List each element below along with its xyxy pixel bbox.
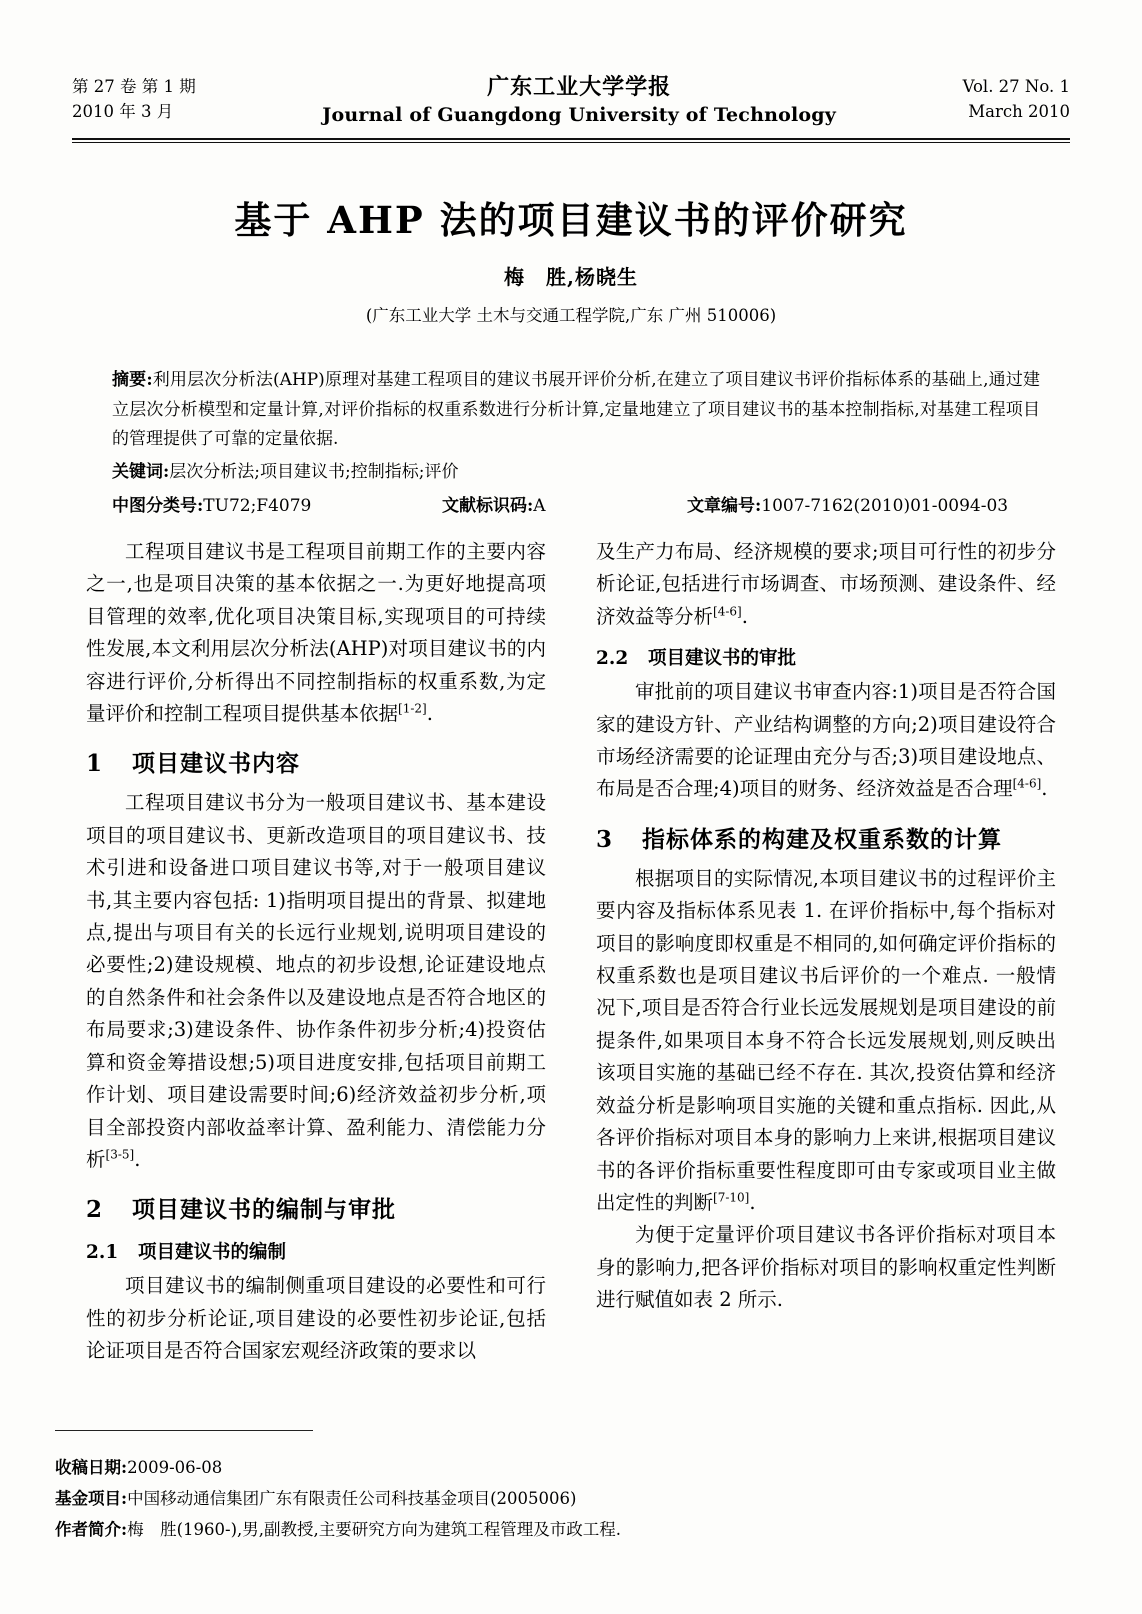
journal-title-cn: 广东工业大学学报 (487, 74, 672, 100)
running-head-center (196, 74, 963, 129)
section-3-period: . (749, 1190, 756, 1214)
continued-period: . (741, 604, 748, 628)
intro-period: . (426, 702, 433, 726)
section-2-2-heading (596, 643, 1056, 674)
header-rule (72, 138, 1070, 143)
section-1-number: 1 (86, 750, 104, 778)
received-date-line (55, 1452, 1055, 1483)
section-3-title: 指标体系的构建及权重系数的计算 (642, 825, 1002, 853)
section-2-1-title: 项目建议书的编制 (138, 1242, 287, 1264)
footnote-rule (55, 1430, 313, 1431)
section-3-heading (596, 823, 1056, 857)
citation-marker: [3-5] (105, 1147, 135, 1162)
abstract-paragraph (112, 366, 1040, 455)
continued-text: 及生产力布局、经济规模的要求;项目可行性的初步分析论证,包括进行市场调查、市场预测、建设条件、经济效益等分析 (596, 540, 1056, 628)
document-code-label: 文献标识码: (442, 496, 534, 516)
funding-line (55, 1483, 1055, 1514)
volume-issue: 第 27 卷 第 1 期 (72, 77, 196, 96)
keywords-line (112, 458, 1040, 488)
section-2-2-title: 项目建议书的审批 (648, 648, 797, 670)
section-2-number: 2 (86, 1196, 104, 1224)
right-column (596, 536, 1056, 1317)
section-1-paragraph (86, 787, 546, 1176)
clc-value: TU72;F4079 (203, 496, 312, 516)
author-bio-line (55, 1514, 1055, 1545)
document-code-field (442, 492, 687, 522)
section-2-1-heading (86, 1237, 546, 1268)
section-1-period: . (134, 1147, 141, 1171)
section-1-text: 工程项目建议书分为一般项目建议书、基本建设项目的项目建议书、更新改造项目的项目建议书、技术引进和设备进口项目建议书等,对于一般项目建议书,其主要内容包括: 1)指明项目提出的背景、拟建地点,提出与项目有关的长远行业规划,说明项目建设的必要性;2)建设规模、地点的初步设想,论证建设地点的自然条件和社会条件以及建设地点是否符合地区的布局要求;3)建设条件、协作条件初步分析;4)投资估算和资金筹措设想;5)项目进度安排,包括项目前期工作计划、项目建设需要时间;6)经济效益初步分析,项目全部投资内部收益率计算、盈利能力、清偿能力分析 (86, 791, 546, 1171)
classification-line (112, 492, 1040, 522)
author-bio-label: 作者简介: (55, 1520, 128, 1539)
continued-paragraph (596, 536, 1056, 633)
keywords-label: 关键词: (112, 461, 170, 482)
body-columns (86, 536, 1056, 1376)
running-head-right (963, 74, 1070, 124)
article-id-field (687, 492, 1040, 522)
keywords-text: 层次分析法;项目建议书;控制指标;评价 (169, 461, 459, 482)
abstract-label: 摘要: (112, 370, 153, 390)
section-2-heading (86, 1193, 546, 1227)
running-head-left (72, 74, 196, 124)
journal-title-en: Journal of Guangdong University of Technology (322, 104, 836, 126)
intro-text: 工程项目建议书是工程项目前期工作的主要内容之一,也是项目决策的基本依据之一.为更好地提高项目管理的效率,优化项目决策目标,实现项目的可持续性发展,本文利用层次分析法(AHP)对项目建议书的内容进行评价,分析得出不同控制指标的权重系数,为定量评价和控制工程项目提供基本依据 (86, 540, 546, 726)
article-title: 基于 AHP 法的项目建议书的评价研究 (234, 198, 908, 242)
section-2-2-number: 2.2 (596, 648, 629, 670)
clc-label: 中图分类号: (112, 496, 204, 516)
section-2-1-paragraph: 项目建议书的编制侧重项目建设的必要性和可行性的初步分析论证,项目建设的必要性初步论证,包括论证项目是否符合国家宏观经济政策的要求以 (86, 1274, 546, 1363)
section-3-paragraph (596, 863, 1056, 1219)
section-3-number: 3 (596, 825, 614, 853)
section-2-2-paragraph (596, 676, 1056, 806)
citation-marker: [1-2] (398, 701, 427, 716)
section-2-title: 项目建议书的编制与审批 (132, 1196, 396, 1224)
intro-paragraph (86, 536, 546, 730)
article-id-label: 文章编号: (687, 496, 762, 516)
article-id-value: 1007-7162(2010)01-0094-03 (761, 496, 1009, 516)
clc-field (112, 492, 442, 522)
running-head (72, 74, 1070, 136)
author-list: 梅 胜,杨晓生 (504, 265, 638, 289)
issue-date-cn: 2010 年 3 月 (72, 102, 174, 121)
section-3-text: 根据项目的实际情况,本项目建议书的过程评价主要内容及指标体系见表 1. 在评价指标中,每个指标对项目的影响度即权重是不相同的,如何确定评价指标的权重系数也是项目建议书后评价的一个难点. 一般情况下,项目是否符合行业长远发展规划是项目建设的前提条件,如果项目本身不符合长远发展规划,则反映出该项目实施的基础已经不存在. 其次,投资估算和经济效益分析是影响项目实施的关键和重点指标. 因此,从各评价指标对项目本身的影响力上来讲,根据项目建议书的各评价指标重要性程度即可由专家或项目业主做出定性的判断 (596, 866, 1056, 1214)
received-date-value: 2009-06-08 (127, 1458, 223, 1477)
citation-marker: [7-10] (713, 1190, 750, 1205)
funding-value: 中国移动通信集团广东有限责任公司科技基金项目(2005006) (127, 1489, 577, 1508)
funding-label: 基金项目: (55, 1489, 128, 1508)
volume-issue-en: Vol. 27 No. 1 (962, 77, 1070, 96)
section-2-2-text: 审批前的项目建议书审查内容:1)项目是否符合国家的建设方针、产业结构调整的方向;2)项目建设符合市场经济需要的论证理由充分与否;3)项目建设地点、布局是否合理;4)项目的财务、经济效益是否合理 (596, 680, 1056, 801)
citation-marker: [4-6] (713, 604, 742, 619)
section-2-2-period: . (1041, 777, 1048, 801)
section-1-title: 项目建议书内容 (132, 750, 300, 778)
section-3-paragraph-2: 为便于定量评价项目建议书各评价指标对项目本身的影响力,把各评价指标对项目的影响权重定性判断进行赋值如表 2 所示. (596, 1223, 1056, 1312)
section-1-heading (86, 747, 546, 781)
section-2-1-number: 2.1 (86, 1242, 119, 1264)
citation-marker: [4-6] (1012, 776, 1042, 791)
document-code-value: A (533, 496, 546, 516)
received-date-label: 收稿日期: (55, 1458, 128, 1477)
abstract-text: 利用层次分析法(AHP)原理对基建工程项目的建议书展开评价分析,在建立了项目建议书评价指标体系的基础上,通过建立层次分析模型和定量计算,对评价指标的权重系数进行分析计算,定量地建立了项目建议书的基本控制指标,对基建工程项目的管理提供了可靠的定量依据. (112, 370, 1040, 449)
footnote-block (55, 1452, 1055, 1545)
author-affiliation: (广东工业大学 土木与交通工程学院,广东 广州 510006) (365, 306, 777, 325)
abstract-block (112, 366, 1040, 522)
left-column (86, 536, 546, 1368)
issue-date-en: March 2010 (968, 102, 1070, 121)
author-bio-value: 梅 胜(1960-),男,副教授,主要研究方向为建筑工程管理及市政工程. (127, 1520, 622, 1539)
